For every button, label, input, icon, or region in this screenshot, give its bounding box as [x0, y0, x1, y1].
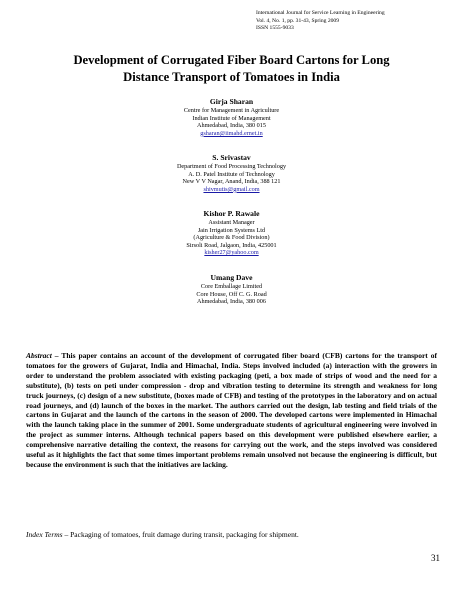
author-address: Sirsoli Road, Jalgaon, India, 425001 — [186, 241, 277, 249]
title-line-2: Distance Transport of Tomatoes in India — [123, 70, 340, 84]
title-line-1: Development of Corrugated Fiber Board Cartons for Long — [73, 53, 390, 67]
author-block-1 — [0, 96, 463, 137]
author-affiliation: A. D. Patel Institute of Technology — [188, 170, 275, 178]
author-affiliation: Jain Irrigation Systems Ltd — [197, 226, 266, 234]
index-terms-label: Index Terms — [26, 530, 63, 539]
author-name: Umang Dave — [210, 273, 253, 282]
abstract-label: Abstract — [26, 351, 52, 360]
author-affiliation: (Agriculture & Food Division) — [193, 234, 270, 242]
journal-name: International Journal for Service Learning in Engineering — [256, 10, 385, 16]
author-block-3 — [0, 208, 463, 257]
author-address: Core House, Off C. G. Road — [196, 290, 267, 298]
index-terms — [26, 530, 437, 540]
abstract-paragraph — [26, 351, 437, 470]
journal-volume: Vol. 4, No. 1, pp. 31-43, Spring 2009 — [256, 17, 340, 24]
author-block-4 — [0, 272, 463, 306]
author-affiliation: Indian Institute of Management — [192, 114, 271, 122]
page-number: 31 — [431, 553, 440, 563]
author-affiliation: Department of Food Processing Technology — [176, 163, 287, 170]
author-address: New V V Nagar, Anand, India, 388 121 — [182, 178, 281, 186]
author-name: Kishor P. Rawale — [203, 209, 260, 218]
author-affiliation: Core Emballage Limited — [200, 283, 263, 290]
journal-header — [256, 10, 456, 33]
paper-title — [40, 52, 423, 86]
abstract-text: – This paper contains an account of the development of corrugated fiber board (CFB) cartons for the transport of tomatoes for the growers of Gujarat, India and Himachal, India. Steps involved included (a) interaction with the growers in order to understand the problem associated with existing packaging (peti, a box made of strips of wood and the need for a substitute), (b) tests on peti under compression - drop and vibration testing to determine its strength and weakness for long truck journeys, (c) design of a new substitute, (boxes made of CFB) and testing of the prototypes in the laboratory and on actual road journeys, and (d) launch of the boxes in the market. The authors carried out the design, lab testing and field trials of the cartons in Gujarat and the launch of the cartons in the season of 2000. The developed cartons were implemented in Himachal with the launch taking place in the summer of 2001. Some undergraduate students of agricultural engineering were involved in the project as summer interns. Although technical papers based on this development were published elsewhere earlier, a comprehensive narrative detailing the context, the reasons for carrying out the work, and the steps involved was considered useful as it highlights the fact that some times important problems remain unsolved not because the engineering is difficult, but because the environment is such that the initiatives are lacking. — [26, 351, 437, 469]
author-email-link[interactable]: gsharan@iimahd.ernet.in — [200, 129, 263, 137]
journal-issn: ISSN 1555-9033 — [256, 25, 294, 31]
author-name: S. Srivastav — [212, 153, 251, 162]
author-email-link[interactable]: kisher27@yahoo.com — [204, 249, 259, 257]
author-address: Ahmedabad, India, 380 006 — [197, 298, 266, 306]
author-name: Girja Sharan — [209, 97, 254, 106]
index-terms-text: – Packaging of tomatoes, fruit damage during transit, packaging for shipment. — [62, 530, 299, 539]
author-title: Assistant Manager — [208, 219, 255, 226]
author-address: Ahmedabad, India, 380 015 — [197, 122, 266, 130]
author-affiliation: Centre for Management in Agriculture — [183, 107, 280, 114]
author-block-2 — [0, 152, 463, 193]
author-email-link[interactable]: shivmutis@gmail.com — [203, 185, 260, 193]
